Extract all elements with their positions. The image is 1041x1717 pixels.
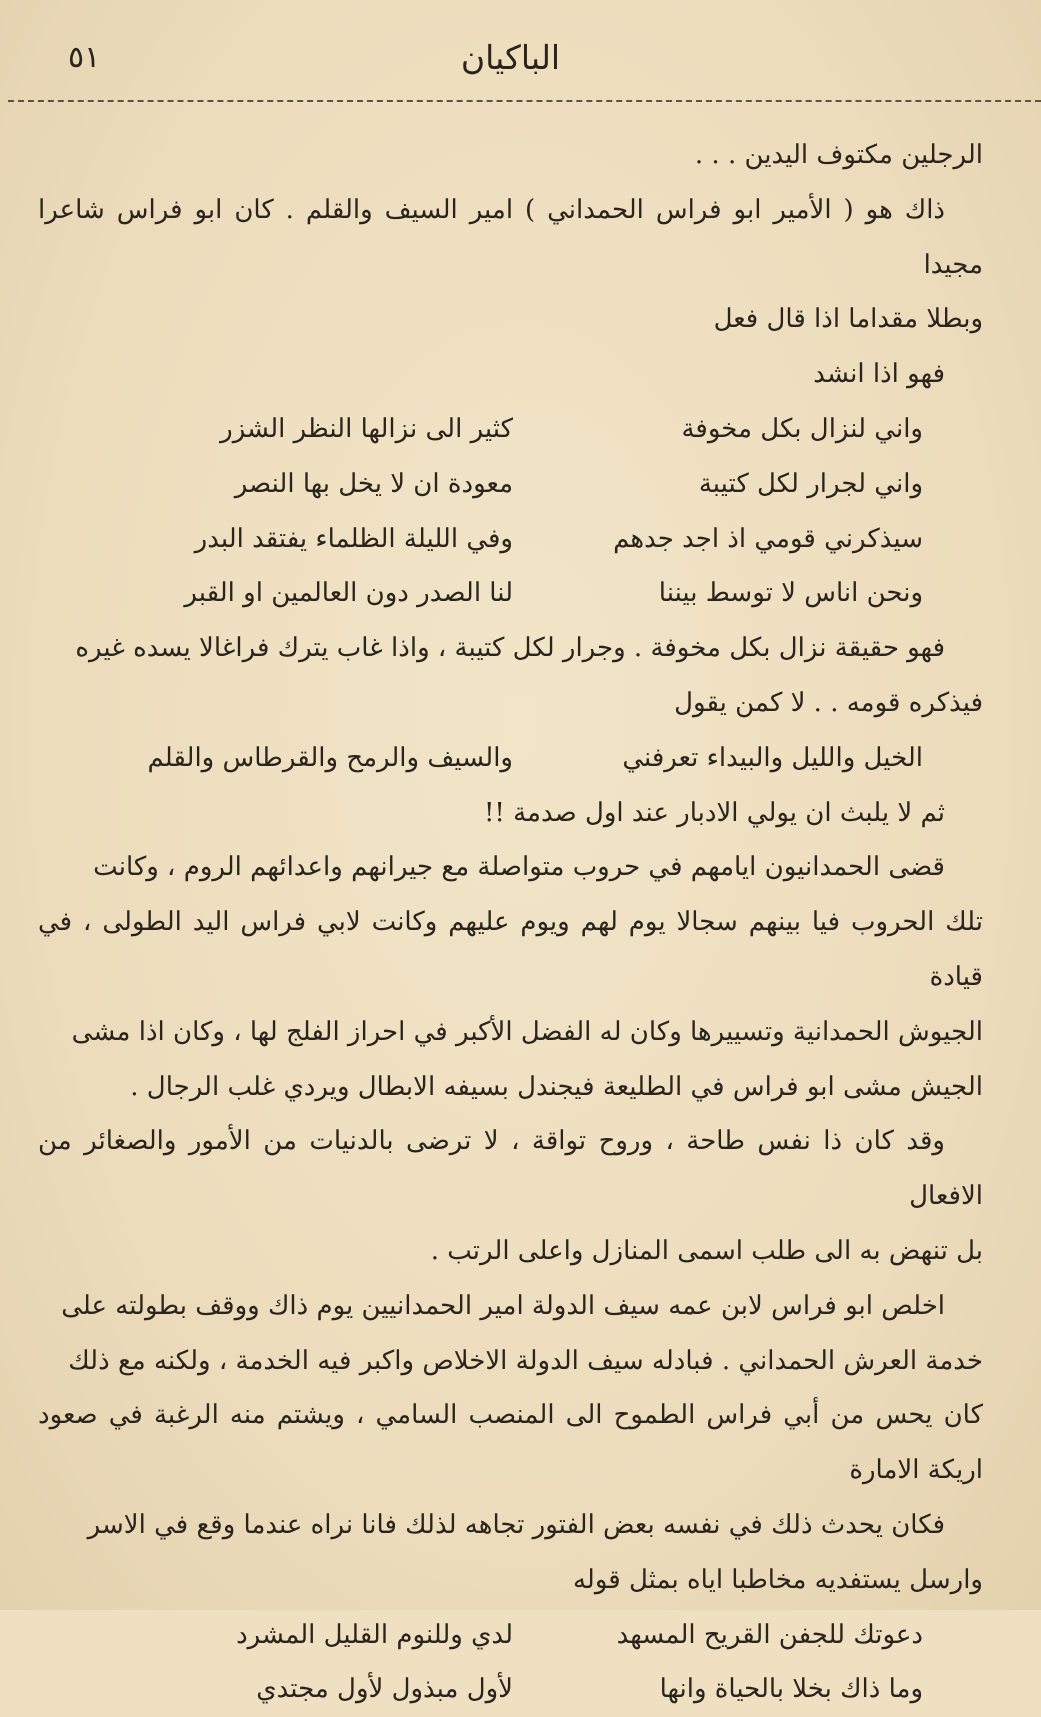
verse-first-hemistich: ونحن اناس لا توسط بيننا bbox=[658, 578, 923, 609]
verse-first-hemistich: الخيل والليل والبيداء تعرفني bbox=[622, 742, 923, 773]
verse-line bbox=[38, 1662, 983, 1717]
text-line: ثم لا يلبث ان يولي الادبار عند اول صدمة !! bbox=[483, 797, 945, 828]
text-line: وقد كان ذا نفس طاحة ، وروح تواقة ، لا ترضى بالدنيات من الأمور والصغائر من الافعال bbox=[38, 1126, 983, 1212]
header-divider bbox=[8, 100, 1041, 102]
text-line: الرجلين مكتوف اليدين . . . bbox=[694, 140, 983, 170]
verse-line bbox=[38, 457, 983, 512]
verse-second-hemistich: لنا الصدر دون العالمين او القبر bbox=[184, 578, 513, 609]
text-line: قضى الحمدانيون ايامهم في حروب متواصلة مع جيرانهم واعدائهم الروم ، وكانت bbox=[93, 852, 945, 883]
text-line: تلك الحروب فيا بينهم سجالا يوم لهم ويوم عليهم وكانت لابي فراس اليد الطولى ، في قيادة bbox=[38, 907, 983, 992]
text-line: اخلص ابو فراس لابن عمه سيف الدولة امير الحمدانيين يوم ذاك ووقف بطولته على bbox=[61, 1290, 945, 1321]
verse-first-hemistich: دعوتك للجفن القريح المسهد bbox=[616, 1619, 923, 1650]
verse-first-hemistich: واني لنزال بكل مخوفة bbox=[681, 413, 923, 444]
text-line: خدمة العرش الحمداني . فبادله سيف الدولة الاخلاص واكبر فيه الخدمة ، ولكنه مع ذلك bbox=[68, 1345, 983, 1376]
text-line: فيذكره قومه . . لا كمن يقول bbox=[674, 687, 983, 718]
verse-second-hemistich: لأول مبذول لأول مجتدي bbox=[256, 1674, 513, 1705]
page-number: ٥١ bbox=[68, 40, 101, 75]
verse-first-hemistich: وما ذاك بخلا بالحياة وانها bbox=[659, 1674, 923, 1705]
text-line: ذاك هو ( الأمير ابو فراس الحمداني ) امير السيف والقلم . كان ابو فراس شاعرا مجيدا bbox=[38, 194, 983, 280]
verse-second-hemistich: لدي وللنوم القليل المشرد bbox=[236, 1619, 513, 1650]
verse-line bbox=[38, 1608, 983, 1663]
verse-first-hemistich: سيذكرني قومي اذ اجد جدهم bbox=[613, 523, 923, 554]
text-line: كان يحس من أبي فراس الطموح الى المنصب السامي ، ويشتم منه الرغبة في صعود اريكة الامارة bbox=[38, 1400, 983, 1486]
text-line: وارسل يستفديه مخاطبا اياه بمثل قوله bbox=[572, 1564, 983, 1595]
verse-second-hemistich: وفي الليلة الظلماء يفتقد البدر bbox=[194, 523, 513, 554]
verse-line bbox=[38, 566, 983, 621]
verse-line bbox=[38, 402, 983, 457]
page-header bbox=[38, 0, 983, 92]
text-line: فهو حقيقة نزال بكل مخوفة . وجرار لكل كتيبة ، واذا غاب يترك فراغالا يسده غيره bbox=[75, 633, 945, 664]
verse-second-hemistich: والسيف والرمح والقرطاس والقلم bbox=[147, 742, 513, 773]
text-line: الجيوش الحمدانية وتسييرها وكان له الفضل الأكبر في احراز الفلج لها ، وكان اذا مشى bbox=[71, 1016, 983, 1047]
text-line: بل تنهض به الى طلب اسمى المنازل واعلى الرتب . bbox=[430, 1235, 983, 1266]
running-title: الباكيان bbox=[460, 38, 561, 77]
text-line: الجيش مشى ابو فراس في الطليعة فيجندل بسيفه الابطال ويردي غلب الرجال . bbox=[130, 1071, 983, 1102]
verse-line bbox=[38, 731, 983, 786]
text-line: وبطلا مقداما اذا قال فعل bbox=[713, 304, 983, 335]
body-text bbox=[38, 128, 983, 1717]
verse-line bbox=[38, 512, 983, 567]
text-line: فكان يحدث ذلك في نفسه بعض الفتور تجاهه لذلك فانا نراه عندما وقع في الاسر bbox=[87, 1509, 945, 1540]
text-line: فهو اذا انشد bbox=[813, 359, 945, 390]
verse-first-hemistich: واني لجرار لكل كتيبة bbox=[698, 468, 923, 499]
verse-second-hemistich: معودة ان لا يخل بها النصر bbox=[234, 468, 513, 499]
verse-second-hemistich: كثير الى نزالها النظر الشزر bbox=[220, 413, 513, 444]
